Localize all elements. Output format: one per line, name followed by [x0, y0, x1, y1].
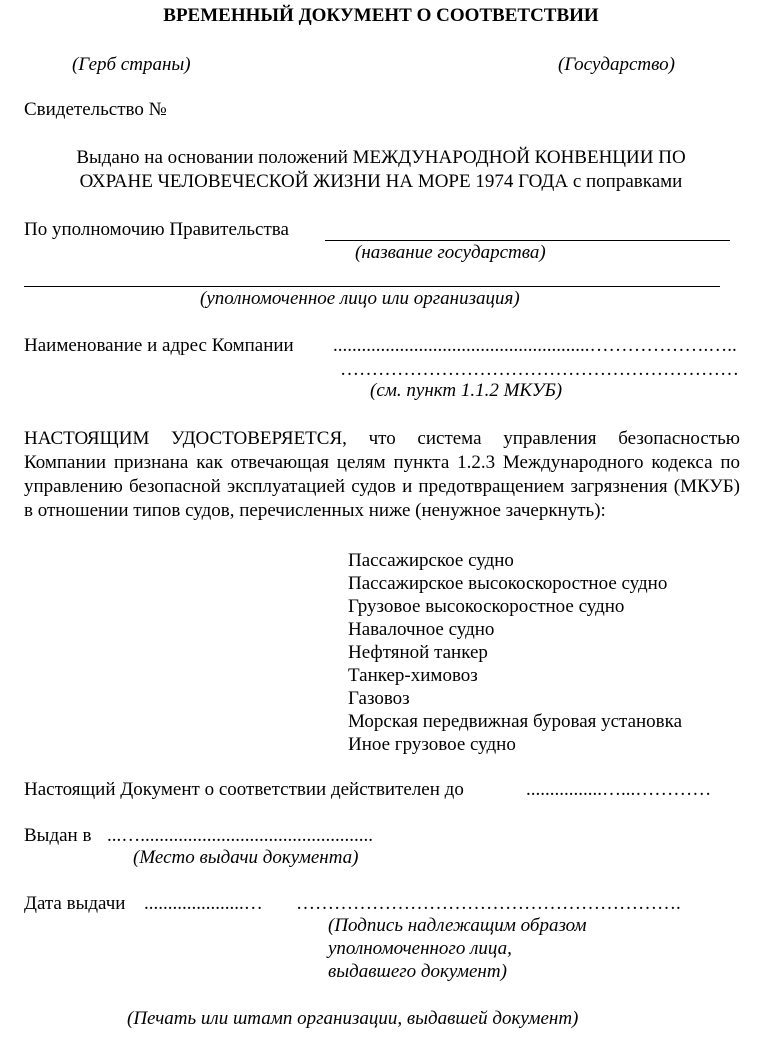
issued-at-label: Выдан в — [24, 825, 92, 846]
state-name-line — [325, 240, 730, 241]
issue-date-label: Дата выдачи — [24, 893, 126, 914]
vessel-type-item: Танкер-химовоз — [348, 665, 478, 686]
issued-at-dots: ...…................................................. — [107, 825, 373, 846]
signature-caption-line-3: выдавшего документ) — [328, 961, 507, 982]
vessel-type-item: Газовоз — [348, 688, 410, 709]
issue-date-dots: .....................… — [144, 893, 263, 914]
signature-dots: ……………………………………………………. — [296, 893, 681, 914]
issued-at-caption: (Место выдачи документа) — [133, 847, 359, 868]
state-name-caption: (название государства) — [355, 242, 546, 263]
document-title: ВРЕМЕННЫЙ ДОКУМЕНТ О СООТВЕТСТВИИ — [163, 5, 599, 26]
statement-paragraph: НАСТОЯЩИМ УДОСТОВЕРЯЕТСЯ, что система управления безопасностью Компании признана как отвечающая целям пункта 1.2.3 Международного кодекса по управлению безопасной эксплуатацией судов и предотвращением загрязнения (МКУБ) в отношении типов судов, перечисленных ниже (ненужное зачеркнуть): — [24, 428, 740, 521]
certificate-number-label: Свидетельство № — [24, 99, 167, 120]
company-dots-1: ......................................................……………….….. — [333, 335, 737, 356]
vessel-type-item: Навалочное судно — [348, 619, 495, 640]
issued-basis-line-2: ОХРАНЕ ЧЕЛОВЕЧЕСКОЙ ЖИЗНИ НА МОРЕ 1974 ГОДА с поправками — [79, 171, 683, 192]
issued-basis-line-1: Выдано на основании положений МЕЖДУНАРОДНОЙ КОНВЕНЦИИ ПО — [76, 147, 686, 168]
signature-caption-line-1: (Подпись надлежащим образом — [328, 915, 587, 936]
vessel-type-item: Пассажирское судно — [348, 550, 514, 571]
seal-caption: (Печать или штамп организации, выдавшей документ) — [127, 1008, 579, 1029]
vessel-type-item: Иное грузовое судно — [348, 734, 516, 755]
coat-of-arms-caption: (Герб страны) — [72, 54, 191, 75]
vessel-type-item: Пассажирское высокоскоростное судно — [348, 573, 668, 594]
signature-caption-line-2: уполномоченного лица, — [328, 938, 512, 959]
state-caption: (Государство) — [558, 54, 675, 75]
company-label: Наименование и адрес Компании — [24, 335, 294, 356]
vessel-type-item: Морская передвижная буровая установка — [348, 711, 683, 732]
vessel-type-item: Нефтяной танкер — [348, 642, 488, 663]
vessel-type-item: Грузовое высокоскоростное судно — [348, 596, 625, 617]
authorized-person-caption: (уполномоченное лицо или организация) — [200, 288, 520, 309]
authorized-person-line — [24, 286, 720, 287]
authority-label: По уполномочию Правительства — [24, 219, 289, 240]
validity-dots: ................…...………… — [526, 779, 712, 800]
company-caption: (см. пункт 1.1.2 МКУБ) — [370, 380, 563, 401]
validity-label: Настоящий Документ о соответствии действителен до — [24, 779, 464, 800]
company-dots-2: ……………………………………………………… — [340, 359, 739, 380]
